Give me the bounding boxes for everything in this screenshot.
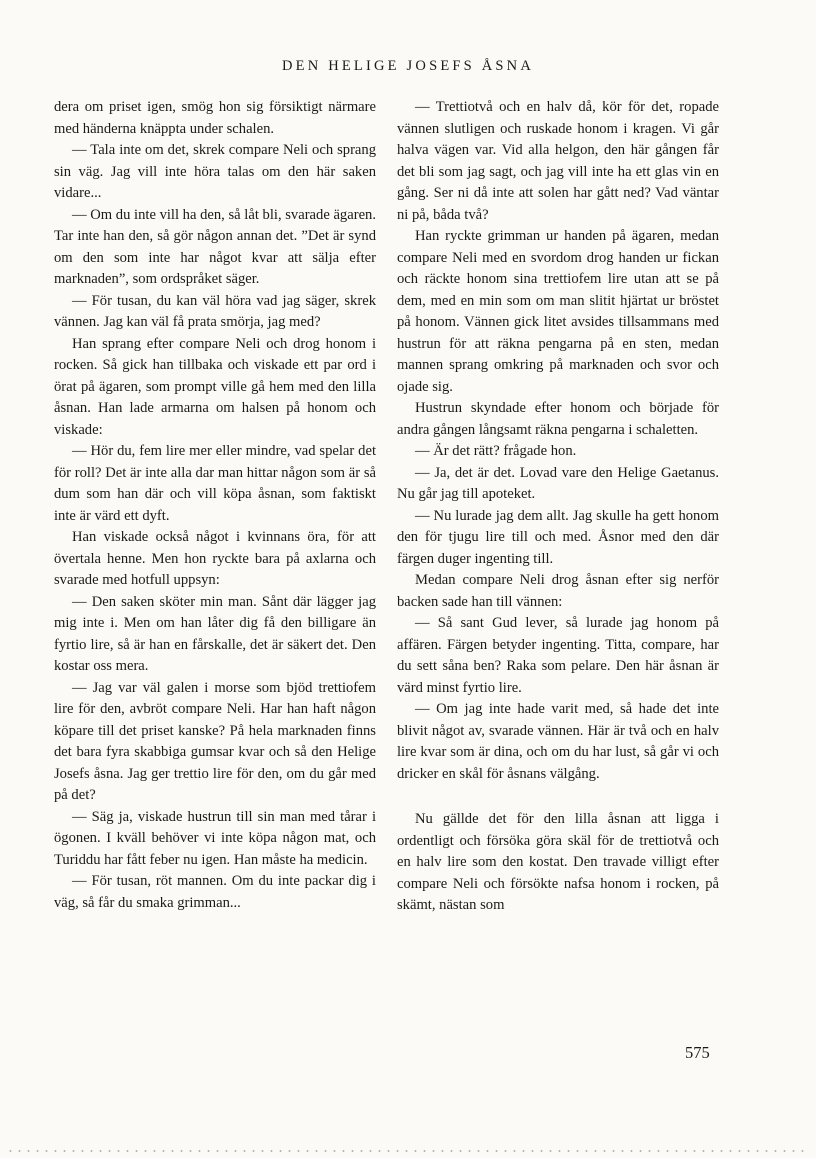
paragraph: — Jag var väl galen i morse som bjöd trettiofem lire för den, avbröt compare Neli. Har han haft någon köpare till det priset kanske? På hela marknaden finns det bara fyra skabbiga gumsar kvar och så den Helige Josefs åsna. Jag ger trettio lire för den, om du går med på det? xyxy=(54,679,376,803)
running-title: DEN HELIGE JOSEFS ÅSNA xyxy=(281,58,535,74)
paragraph: Hustrun skyndade efter honom och började för andra gången långsamt räkna pengarna i schaletten. xyxy=(397,400,719,438)
paragraph: Han sprang efter compare Neli och drog honom i rocken. Så gick han tillbaka och viskade ett par ord i örat på ägaren, som prompt ville gå hem med den lilla åsnan. Han lade armarna om halsen på honom och viskade: xyxy=(54,335,376,438)
paragraph: dera om priset igen, smög hon sig försiktigt närmare med händerna knäppta under schalen. xyxy=(54,99,376,137)
paragraph: — Hör du, fem lire mer eller mindre, vad spelar det för roll? Det är inte alla dar man hittar någon som är så dum som han där och vill köpa åsnan, som faktiskt inte är värd ett dyft. xyxy=(54,443,376,524)
paragraph: — Så sant Gud lever, så lurade jag honom på affären. Färgen betyder ingenting. Titta, compare, har du sett såna ben? Raka som pelare. Den här åsnan är värd minst fyrtio lire. xyxy=(397,615,719,696)
scan-edge-dots xyxy=(6,1150,810,1152)
paragraph: — Är det rätt? frågade hon. xyxy=(415,443,577,459)
page-number: 575 xyxy=(685,1043,710,1062)
paragraph: — Tala inte om det, skrek compare Neli och sprang sin väg. Jag vill inte höra talas om den här saken vidare... xyxy=(54,142,376,201)
paragraph: — Om jag inte hade varit med, så hade det inte blivit något av, svarade vännen. Här är två och en halv lire kvar som är dina, och om du har lust, så går vi och dricker en skål för åsnans välgång. xyxy=(397,701,719,782)
paragraph: Han viskade också något i kvinnans öra, för att övertala henne. Men hon ryckte bara på axlarna och svarade med hotfull uppsyn: xyxy=(54,529,376,588)
paragraph: — Om du inte vill ha den, så låt bli, svarade ägaren. Tar inte han den, så gör någon annan det. ”Det är synd om den som inte har något kvar att sälja efter marknaden”, som ordspråket säger. xyxy=(54,206,376,287)
section-start-paragraph: Nu gällde det för den lilla åsnan att ligga i ordentligt och försöka göra skäl för de trettiotvå och en halv lire som den kostat. Den travade villigt efter compare Neli och försökte nafsa honom i rocken, på skämt, nästan som xyxy=(397,811,719,913)
paragraph: — Den saken sköter min man. Sånt där lägger jag mig inte i. Men om han låter dig få den billigare än fyrtio lire, så är han en fårskalle, det är säkert det. Den kostar oss mera. xyxy=(54,593,376,674)
paragraph: Han ryckte grimman ur handen på ägaren, medan compare Neli med en svordom drog handen ur fickan och räckte honom sina trettiofem lire utan att se på dem, med en min som om man slitit hjärtat ur bröstet på honom. Vännen gick litet avsides tillsammans med hustrun för att räkna pengarna på en sten, medan mannen sprang omkring på marknaden och svor och ojade sig. xyxy=(397,228,719,395)
right-text-column xyxy=(397,97,719,917)
paragraph: — Ja, det är det. Lovad vare den Helige Gaetanus. Nu går jag till apoteket. xyxy=(397,464,719,502)
paragraph: Medan compare Neli drog åsnan efter sig nerför backen sade han till vännen: xyxy=(397,572,719,610)
paragraph: — För tusan, röt mannen. Om du inte packar dig i väg, så får du smaka grimman... xyxy=(54,873,376,911)
paragraph: — Nu lurade jag dem allt. Jag skulle ha gett honom den för tjugu lire till och med. Åsnor med den där färgen duger ingenting till. xyxy=(397,507,719,567)
paragraph: — Säg ja, viskade hustrun till sin man med tårar i ögonen. I kväll behöver vi inte köpa någon mat, och Turiddu har fått feber nu igen. Han måste ha medicin. xyxy=(54,808,376,868)
paragraph: — Trettiotvå och en halv då, kör för det, ropade vännen slutligen och ruskade honom i kragen. Vi går halva vägen var. Vid alla helgon, den här gången får det bli som jag sagt, och jag vill inte ha ett glas vin en gång. Ser ni då inte att solen har gått ned? Vad väntar ni på, båda två? xyxy=(397,99,719,223)
paragraph: — För tusan, du kan väl höra vad jag säger, skrek vännen. Jag kan väl få prata smörja, jag med? xyxy=(54,292,376,330)
left-text-column xyxy=(54,97,376,914)
